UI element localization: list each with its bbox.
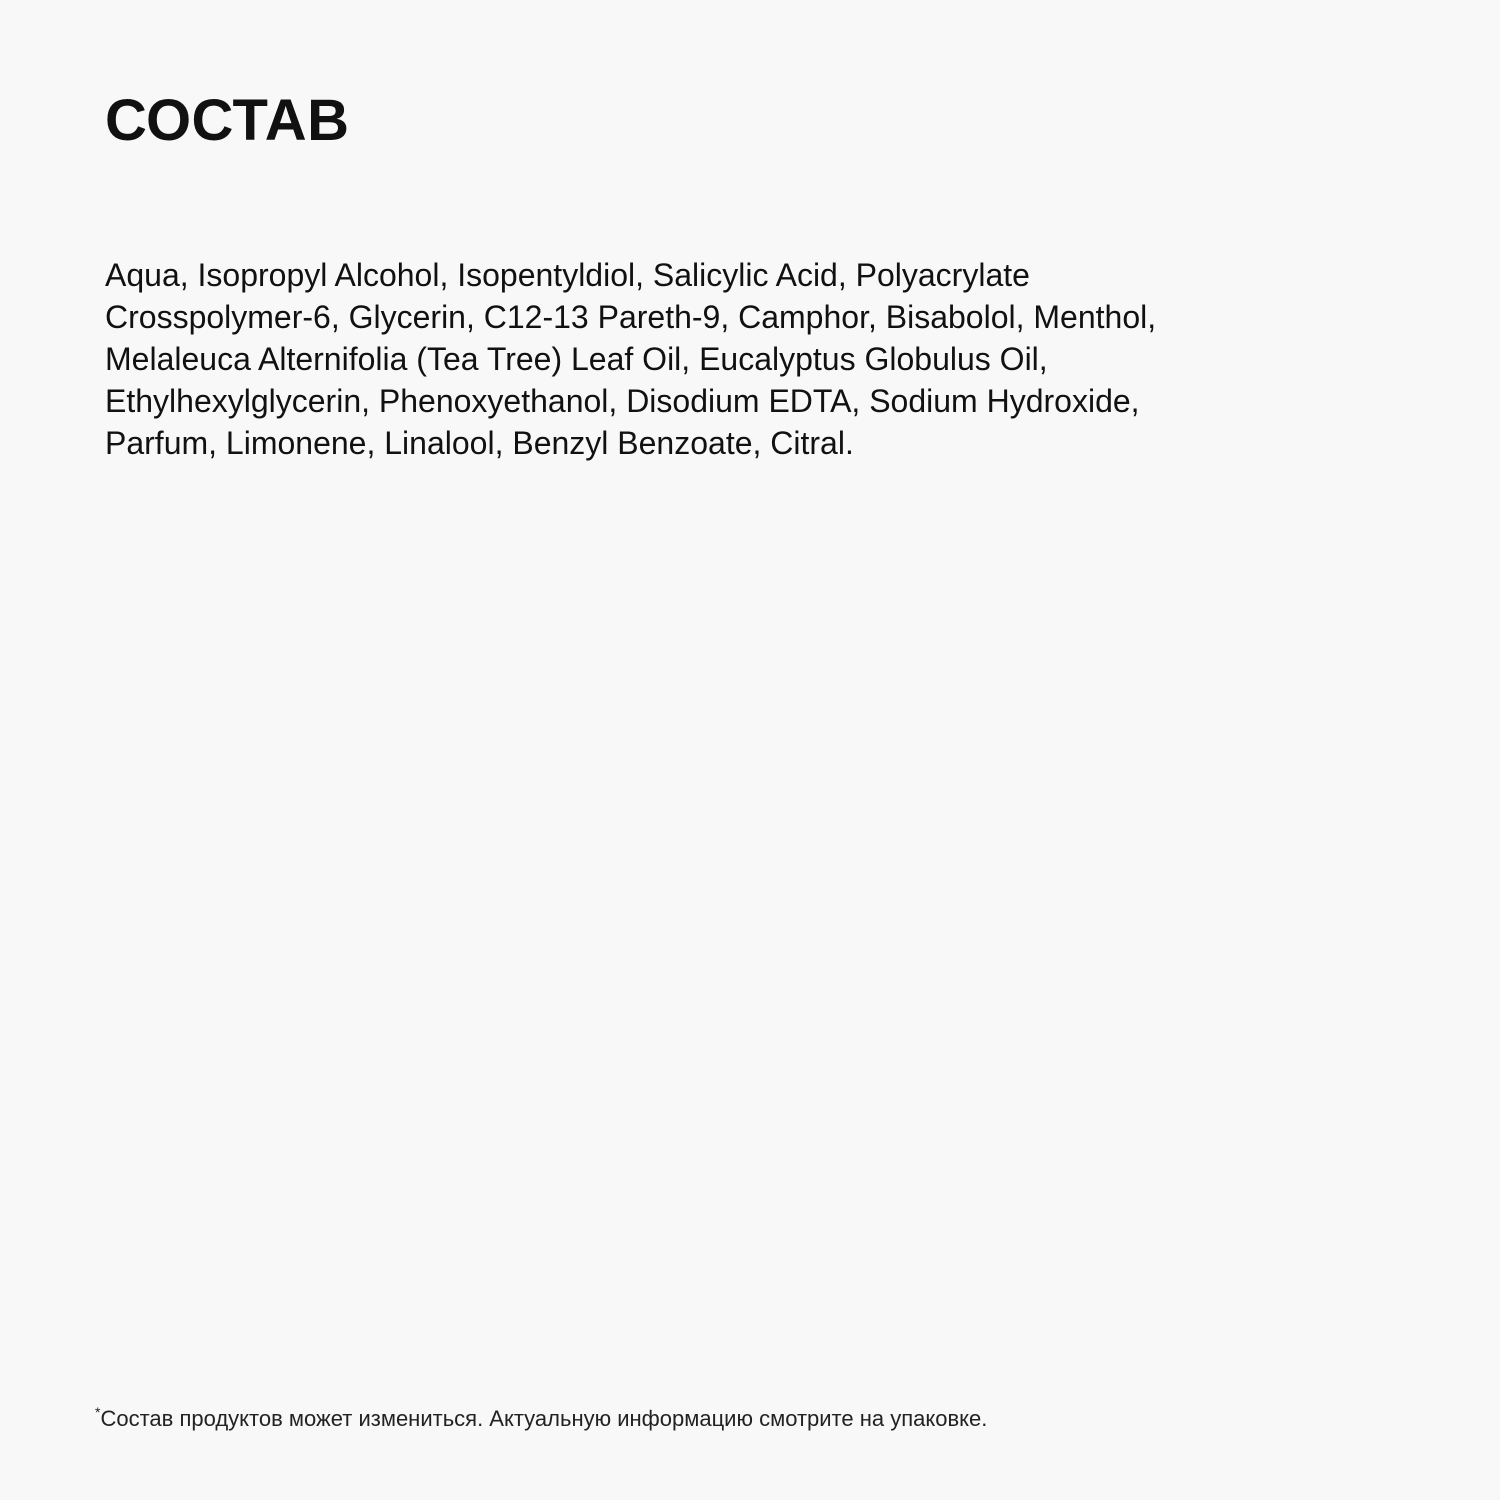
page-title: СОСТАВ: [105, 88, 350, 153]
ingredients-line: Melaleuca Alternifolia (Tea Tree) Leaf Oil, Eucalyptus Globulus Oil,: [105, 341, 1048, 377]
footnote-mark: *: [95, 1404, 101, 1420]
ingredients-line: Parfum, Limonene, Linalool, Benzyl Benzoate, Citral.: [105, 425, 854, 461]
ingredients-line: Aqua, Isopropyl Alcohol, Isopentyldiol, Salicylic Acid, Polyacrylate: [105, 257, 1030, 293]
ingredients-line: Ethylhexylglycerin, Phenoxyethanol, Disodium EDTA, Sodium Hydroxide,: [105, 383, 1140, 419]
footnote-text: Состав продуктов может измениться. Актуальную информацию смотрите на упаковке.: [100, 1406, 988, 1431]
footnote: [95, 1406, 987, 1432]
ingredients-list: [105, 254, 1156, 464]
ingredients-line: Crosspolymer-6, Glycerin, C12-13 Pareth-9, Camphor, Bisabolol, Menthol,: [105, 299, 1157, 335]
